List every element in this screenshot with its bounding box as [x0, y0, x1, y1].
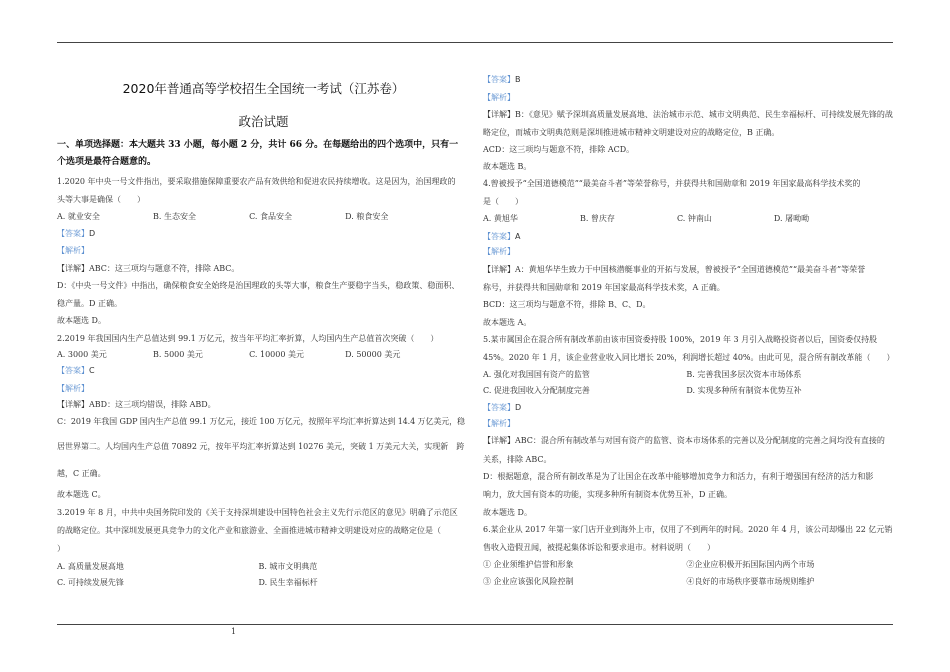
- text-line: 4.曾被授予“全国道德模范”“最美奋斗者”等荣誉称号，并获得共和国勋章和 2019 年国家最高科学技术奖的: [483, 179, 861, 188]
- options-row: [57, 561, 470, 572]
- text-line: ）: [57, 544, 65, 553]
- answer-value: D: [515, 403, 522, 412]
- option-item: D. 50000 美元: [345, 350, 401, 359]
- option-item: D. 民生幸福标杆: [258, 578, 318, 587]
- options-row: [57, 349, 470, 360]
- answer-label: 【答案】: [483, 232, 515, 241]
- options-row: [483, 385, 900, 396]
- option-item: B. 城市文明典范: [258, 562, 318, 571]
- answer-line: [483, 74, 521, 85]
- answer-value: D: [89, 229, 96, 238]
- text-line: 的战略定位。其中深圳发展更具竞争力的文化产业和旅游业、全面推进城市精神文明建设对应的战略定位是（: [57, 526, 441, 535]
- answer-line: [483, 231, 520, 242]
- answer-label: 【答案】: [483, 403, 515, 412]
- text-line: 3.2019 年 8 月，中共中央国务院印发的《关于支持深圳建设中国特色社会主义先行示范区的意见》明确了示范区: [57, 508, 458, 517]
- text-line: 称号，并获得共和国勋章和 2019 年国家最高科学技术奖，A 正确。: [483, 283, 725, 292]
- text-line: 45%。2020 年 1 月，该企业营业收入同比增长 20%，利润增长超过 40%。由此可见，混合所有制改革能（ ）: [483, 353, 895, 362]
- answer-label: 【答案】: [57, 366, 89, 375]
- options-row: [57, 211, 470, 222]
- option-item: A. 3000 美元: [57, 350, 107, 359]
- document-title: 2020年普通高等学校招生全国统一考试（江苏卷）: [122, 81, 405, 96]
- answer-value: C: [89, 366, 95, 375]
- section-heading: 一、单项选择题：本大题共 33 小题，每小题 2 分，共计 66 分。在每题给出的四个选项中，只有一: [57, 140, 459, 150]
- text-line: D：《中央一号文件》中指出，确保粮食安全始终是治国理政的头等大事，粮食生产要稳字当头，稳政策、稳面积、: [57, 281, 460, 290]
- text-line: 故本题选 D。: [483, 508, 532, 517]
- option-item: B. 生态安全: [153, 212, 196, 221]
- analysis-label: 【解析】: [57, 246, 89, 255]
- text-line: 5.某市属国企在混合所有制改革前由该市国资委持股 100%，2019 年 3 月引入战略投资者以后，国资委仅持股: [483, 335, 878, 344]
- text-line: D：根据题意，混合所有制改革是为了让国企在改革中能够增加竞争力和活力，有利于增强国有经济的活力和影: [483, 472, 874, 481]
- options-row: [57, 577, 470, 588]
- option-item: ④良好的市场秩序要靠市场规则维护: [686, 577, 815, 586]
- option-item: B. 完善我国多层次资本市场体系: [686, 370, 802, 379]
- option-item: B. 曾庆存: [579, 214, 615, 223]
- analysis-label: 【解析】: [57, 384, 89, 393]
- bottom-rule: [57, 624, 893, 625]
- option-item: C. 可持续发展先锋: [57, 578, 124, 587]
- options-row: [483, 213, 900, 224]
- option-item: D. 粮食安全: [345, 212, 389, 221]
- options-row: [483, 576, 900, 587]
- text-line: 越，C 正确。: [57, 469, 106, 478]
- document-subtitle: 政治试题: [238, 114, 289, 129]
- option-item: A. 强化对我国国有资产的监管: [483, 370, 590, 379]
- text-line: 故本题选 D。: [57, 316, 106, 325]
- answer-line: [57, 228, 95, 239]
- option-item: ① 企业须维护信誉和形象: [483, 560, 574, 569]
- text-line: 【详解】ABD：这三项均错误，排除 ABD。: [57, 400, 216, 409]
- option-item: C. 食品安全: [249, 212, 292, 221]
- page-number: 1: [231, 627, 237, 636]
- option-item: D. 屠呦呦: [773, 214, 810, 223]
- section-heading: 个选项是最符合题意的。: [57, 157, 157, 167]
- option-item: C. 10000 美元: [249, 350, 304, 359]
- text-line: 【详解】B：《意见》赋予深圳高质量发展高地、法治城市示范、城市文明典范、民生幸福标杆、可持续发展先锋的战: [483, 110, 893, 119]
- text-line: 6.某企业从 2017 年第一家门店开业到海外上市，仅用了不到两年的时间。2020 年 4 月，该公司却爆出 22 亿元销: [483, 525, 893, 534]
- answer-value: A: [515, 232, 521, 241]
- text-line: 居世界第二。人均国内生产总值 70892 元，按年平均汇率折算达到 10276 美元，突破 1 万美元大关，实现新 跨: [57, 442, 465, 451]
- options-row: [483, 369, 900, 380]
- text-line: 头等大事是确保（ ）: [57, 195, 145, 204]
- text-line: 【详解】ABC：混合所有制改革与对国有资产的监管、资本市场体系的完善以及分配制度的完善之间均没有直接的: [483, 436, 885, 445]
- options-row: [483, 559, 900, 570]
- answer-label: 【答案】: [57, 229, 89, 238]
- option-item: ②企业应积极开拓国际国内两个市场: [686, 560, 815, 569]
- analysis-label: 【解析】: [483, 93, 515, 102]
- text-line: BCD：这三项均与题意不符，排除 B、C、D。: [483, 300, 651, 309]
- analysis-label: 【解析】: [483, 247, 515, 256]
- text-line: 售收入造假丑闻，被提起集体诉讼和要求退市。材料说明（ ）: [483, 543, 715, 552]
- answer-label: 【答案】: [483, 75, 515, 84]
- option-item: C. 促进我国收入分配制度完善: [483, 386, 590, 395]
- text-line: 1.2020 年中央一号文件指出，要采取措施保障重要农产品有效供给和促进农民持续增收。这是因为，治国理政的: [57, 177, 456, 186]
- text-line: ACD：这三项均与题意不符，排除 ACD。: [483, 145, 635, 154]
- text-line: 【详解】ABC：这三项均与题意不符，排除 ABC。: [57, 264, 240, 273]
- option-item: A. 就业安全: [57, 212, 100, 221]
- option-item: A. 黄旭华: [483, 214, 518, 223]
- top-rule: [57, 42, 893, 43]
- text-line: 稳产量。D 正确。: [57, 299, 122, 308]
- answer-line: [483, 402, 521, 413]
- text-line: C：2019 年我国 GDP 国内生产总值 99.1 万亿元，接近 100 万亿元，按照年平均汇率折算达到 14.4 万亿美元，稳: [57, 417, 465, 426]
- text-line: 略定位，而城市文明典范则是深圳推进城市精神文明建设对应的战略定位，B 正确。: [483, 128, 780, 137]
- option-item: ③ 企业应该强化风险控制: [483, 577, 574, 586]
- answer-line: [57, 365, 95, 376]
- answer-value: B: [515, 75, 521, 84]
- option-item: B. 5000 美元: [153, 350, 203, 359]
- option-item: D. 实现多种所有制资本优势互补: [686, 386, 802, 395]
- option-item: A. 高质量发展高地: [57, 562, 124, 571]
- text-line: 故本题选 B。: [483, 162, 532, 171]
- analysis-label: 【解析】: [483, 419, 515, 428]
- option-item: C. 钟南山: [676, 214, 712, 223]
- text-line: 2.2019 年我国国内生产总值达到 99.1 万亿元，按当年平均汇率折算，人均国内生产总值首次突破（ ）: [57, 334, 439, 343]
- text-line: 是（ ）: [483, 197, 523, 206]
- text-line: 故本题选 C。: [57, 490, 106, 499]
- text-line: 关系，排除 ABC。: [483, 455, 552, 464]
- text-line: 响力，放大国有资本的功能，实现多种所有制资本优势互补，D 正确。: [483, 490, 732, 499]
- text-line: 【详解】A：黄旭华毕生致力于中国核潜艇事业的开拓与发展，曾被授予“全国道德模范”“最美奋斗者”等荣誉: [483, 265, 866, 274]
- text-line: 故本题选 A。: [483, 318, 532, 327]
